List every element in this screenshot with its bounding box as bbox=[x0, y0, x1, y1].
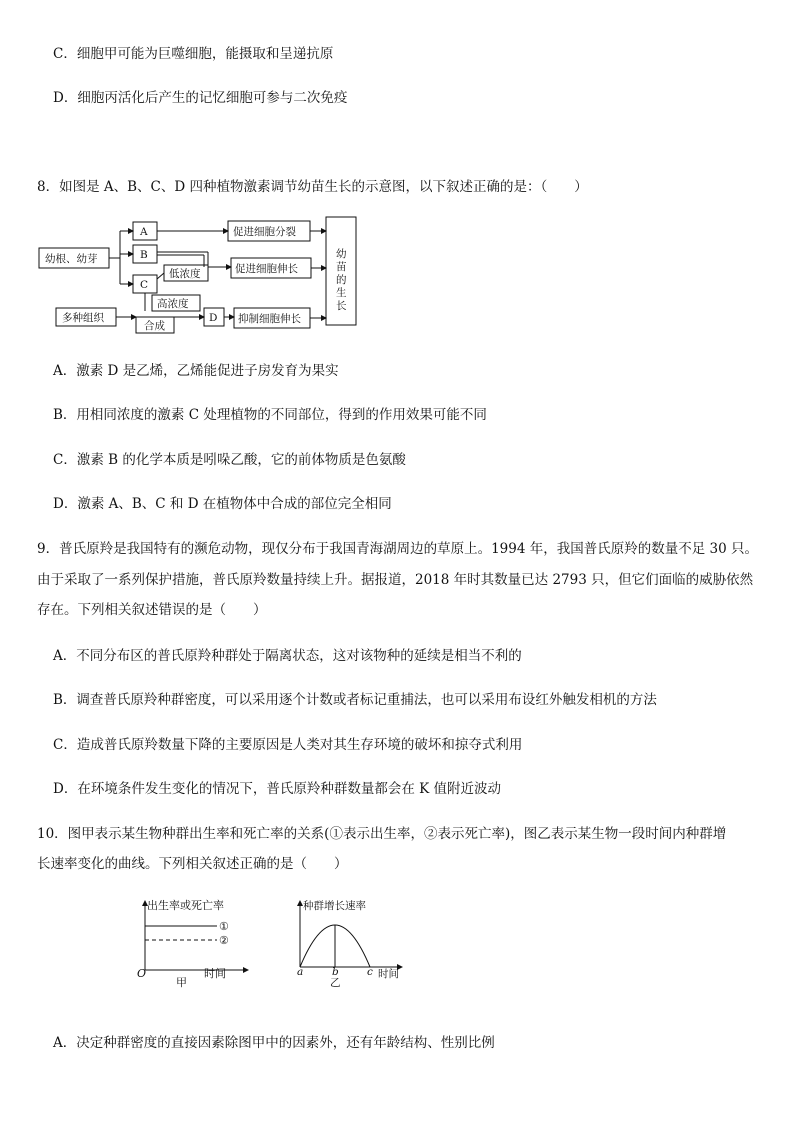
jia-line2-label: ② bbox=[219, 934, 229, 947]
q10-graph-yi bbox=[290, 895, 408, 990]
yi-x-label: 时间 bbox=[378, 968, 399, 980]
jia-caption: 甲 bbox=[176, 976, 187, 989]
q9-stem-line3: 存在。下列相关叙述错误的是（ ） bbox=[37, 602, 267, 618]
q10-stem-line2: 长速率变化的曲线。下列相关叙述正确的是（ ） bbox=[37, 856, 348, 872]
promote-division-label: 促进细胞分裂 bbox=[233, 226, 296, 238]
multi-tissue-label: 多种组织 bbox=[62, 312, 104, 324]
q8-hormone-diagram bbox=[36, 215, 366, 335]
synthesis-label: 合成 bbox=[144, 320, 165, 332]
q8-stem: 8．如图是 A、B、C、D 四种植物激素调节幼苗生长的示意图，以下叙述正确的是：（ ） bbox=[37, 179, 588, 195]
q8-option-a: A．激素 D 是乙烯，乙烯能促进子房发育为果实 bbox=[53, 363, 339, 379]
q8-option-d: D．激素 A、B、C 和 D 在植物体中合成的部位完全相同 bbox=[53, 496, 392, 512]
seedling-growth-char: 幼 bbox=[336, 248, 347, 260]
yi-a-label: a bbox=[297, 966, 304, 978]
yi-b-label: b bbox=[332, 966, 339, 978]
yi-y-label: 种群增长速率 bbox=[303, 900, 366, 912]
hormone-a-label: A bbox=[140, 226, 148, 238]
seedling-growth-char: 苗 bbox=[336, 261, 347, 273]
q7-option-c: C．细胞甲可能为巨噬细胞，能摄取和呈递抗原 bbox=[53, 46, 334, 62]
low-concentration-label: 低浓度 bbox=[169, 268, 201, 280]
hormone-b-label: B bbox=[140, 249, 148, 261]
jia-x-label: 时间 bbox=[204, 967, 226, 980]
seedling-growth-char: 的 bbox=[336, 274, 347, 286]
q9-stem-line1: 9．普氏原羚是我国特有的濒危动物，现仅分布于我国青海湖周边的草原上。1994 年，我国普氏原羚的数量不足 30 只。 bbox=[37, 541, 758, 557]
root-bud-label: 幼根、幼芽 bbox=[45, 253, 98, 265]
q10-option-a: A．决定种群密度的直接因素除图甲中的因素外，还有年龄结构、性别比例 bbox=[53, 1035, 495, 1051]
q9-option-c: C．造成普氏原羚数量下降的主要原因是人类对其生存环境的破坏和掠夺式利用 bbox=[53, 737, 523, 753]
jia-origin-label: O bbox=[137, 967, 147, 980]
jia-line1-label: ① bbox=[219, 920, 229, 933]
seedling-growth-char: 生 bbox=[336, 287, 347, 299]
q8-option-b: B．用相同浓度的激素 C 处理植物的不同部位，得到的作用效果可能不同 bbox=[53, 407, 487, 423]
inhibit-elongation-label: 抑制细胞伸长 bbox=[238, 313, 301, 325]
yi-caption: 乙 bbox=[330, 977, 341, 989]
hormone-c-label: C bbox=[140, 279, 149, 291]
yi-c-label: c bbox=[367, 966, 373, 978]
q9-stem-line2: 由于采取了一系列保护措施，普氏原羚数量持续上升。据报道，2018 年时其数量已达 2793 只，但它们面临的威胁依然 bbox=[37, 572, 754, 588]
q9-option-a: A．不同分布区的普氏原羚种群处于隔离状态，这对该物种的延续是相当不利的 bbox=[53, 648, 522, 664]
seedling-growth-char: 长 bbox=[336, 300, 347, 312]
high-concentration-label: 高浓度 bbox=[157, 298, 189, 310]
q9-option-b: B．调查普氏原羚种群密度，可以采用逐个计数或者标记重捕法，也可以采用布设红外触发相机的方法 bbox=[53, 692, 657, 708]
q7-option-d: D．细胞丙活化后产生的记忆细胞可参与二次免疫 bbox=[53, 90, 348, 106]
q9-option-d: D．在环境条件发生变化的情况下，普氏原羚种群数量都会在 K 值附近波动 bbox=[53, 781, 501, 797]
hormone-d-label: D bbox=[209, 312, 218, 324]
jia-y-label: 出生率或死亡率 bbox=[147, 899, 224, 912]
q8-option-c: C．激素 B 的化学本质是吲哚乙酸，它的前体物质是色氨酸 bbox=[53, 452, 406, 468]
q10-stem-line1: 10．图甲表示某生物种群出生率和死亡率的关系(①表示出生率，②表示死亡率)，图乙表示某生物一段时间内种群增 bbox=[37, 826, 727, 842]
q10-graph-jia bbox=[130, 895, 255, 990]
promote-elongation-label: 促进细胞伸长 bbox=[235, 263, 298, 275]
